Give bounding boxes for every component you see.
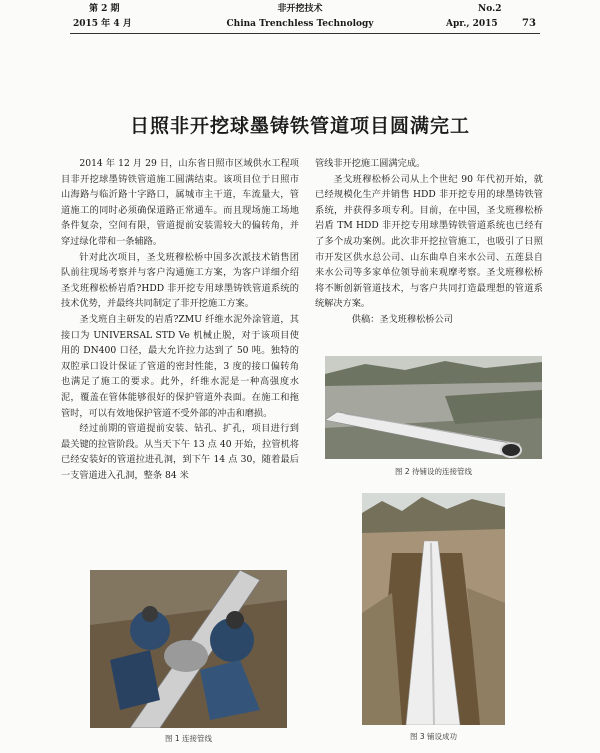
figure-1-image (90, 570, 287, 728)
supplier-credit: 供稿：圣戈班穆松桥公司 (351, 313, 453, 325)
paragraph: 2014 年 12 月 29 日，山东省日照市区域供水工程项目非开挖球墨铸铁管道施工圆满结束。该项目位于日照市山海路与临沂路十字路口，属城市主干道，车流量大，管道施工的同时必须确保道路正常通车。而且现场施工场地条件复杂，空间有限，管道提前安装需较大的偏转角，并穿过绿化带和一条辅路。 (61, 158, 299, 247)
figure-3-image (362, 493, 505, 725)
header-page-number: 73 (522, 18, 536, 29)
figure-2-caption: 图 2 待铺设的连接管线 (394, 467, 473, 476)
paragraph: 圣戈班自主研发的岩盾?ZMU 纤维水泥外涂管道，其接口为 UNIVERSAL STD Ve 机械止脱，对于该项目使用的 DN400 口径，最大允许拉力达到了 50 吨。独特的双腔承口设计保证了管道的密封性能，3 度的接口偏转角也满足了施工的要求。此外，纤维水泥是一种高强度水泥，覆盖在管体能够很好的保护管道外表面。在施工和拖管时，可以有效地保护管道不受外部的冲击和磨损。 (61, 313, 299, 419)
header-issue-cn: 第 2 期 (89, 4, 120, 14)
figure-3-photo (362, 493, 505, 725)
header-issue-en: No.2 (478, 4, 502, 14)
left-column (61, 156, 299, 483)
paragraph: 圣戈班穆松桥公司从上个世纪 90 年代初开始，就已经规模化生产并销售 HDD 非开挖专用的球墨铸铁管系统，并获得多项专利。目前，在中国，圣戈班穆松桥岩盾 TM HDD 非开挖专用球墨铸铁管道系统也已经有了多个成功案例。此次非开挖拉管施工，也吸引了日照市开发区供水总公司、山东曲阜自来水公司、五莲县自来水公司等多家单位领导前来观摩考察。圣戈班穆松桥将不断创新管道技术，与客户共同打造最理想的管道系统解决方案。 (315, 173, 543, 310)
paragraph: 管线非开挖施工圆满完成。 (315, 158, 426, 169)
article-title: 日照非开挖球墨铸铁管道项目圆满完工 (129, 115, 470, 137)
figure-2-image (325, 356, 542, 459)
header-journal-cn: 非开挖技术 (277, 4, 323, 14)
header-rule (70, 33, 540, 34)
right-column (315, 156, 543, 328)
figure-3-caption: 图 3 铺设成功 (409, 732, 458, 741)
figure-1-photo (90, 570, 287, 728)
header-date-cn: 2015 年 4 月 (73, 19, 132, 29)
header-date-en: Apr., 2015 (446, 19, 498, 29)
paragraph: 经过前期的管道提前安装、钻孔、扩孔，项目进行到最关键的拉管阶段。从当天下午 13 点 40 开始，拉管机将已经安装好的管道拉进孔洞，到下午 14 点 30，随着最后一支管道进入孔洞，整条 84 米 (61, 423, 299, 481)
header-journal-en: China Trenchless Technology (226, 19, 374, 29)
paragraph: 针对此次项目，圣戈班穆松桥中国多次派技术销售团队前往现场考察并与客户沟通施工方案，为客户详细介绍圣戈班穆松桥岩盾?HDD 非开挖专用球墨铸铁管道系统的技术优势，并最终共同制定了非开挖施工方案。 (61, 251, 299, 310)
figure-1-caption: 图 1 连接管线 (164, 734, 213, 743)
figure-2-photo (325, 356, 542, 459)
